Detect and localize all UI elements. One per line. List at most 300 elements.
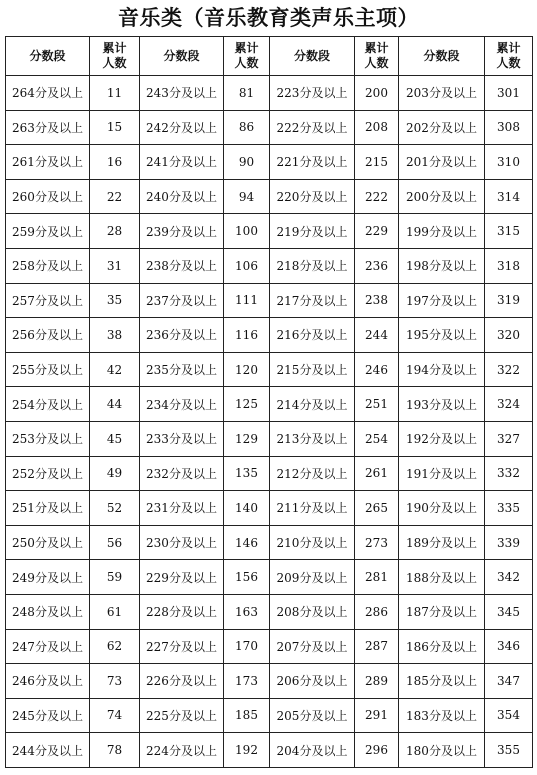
- score-suffix: 分及以上: [168, 293, 217, 308]
- score-range-cell: [6, 248, 90, 283]
- cumulative-count-cell: 28: [90, 214, 140, 249]
- score-suffix: 分及以上: [168, 120, 217, 135]
- cumulative-count-cell: 324: [485, 387, 533, 422]
- score-range-cell: [140, 421, 224, 456]
- score-suffix: 分及以上: [168, 224, 217, 239]
- table-row: [6, 421, 533, 456]
- score-suffix: 分及以上: [299, 570, 348, 585]
- score-range-cell: [140, 560, 224, 595]
- score-value: 197: [406, 293, 429, 308]
- score-value: 252: [12, 466, 35, 481]
- score-value: 244: [12, 743, 35, 758]
- score-value: 264: [12, 86, 35, 101]
- score-value: 221: [276, 155, 300, 170]
- score-suffix: 分及以上: [34, 501, 83, 516]
- score-range-cell: [270, 733, 355, 768]
- page-title: 音乐类（音乐教育类声乐主项）: [118, 6, 419, 30]
- score-value: 212: [276, 466, 300, 481]
- score-value: 225: [146, 708, 169, 723]
- score-range-cell: [399, 560, 485, 595]
- score-suffix: 分及以上: [34, 570, 83, 585]
- score-value: 186: [406, 639, 429, 654]
- score-range-cell: [270, 145, 355, 180]
- score-suffix: 分及以上: [428, 363, 477, 378]
- score-suffix: 分及以上: [34, 743, 83, 758]
- cumulative-count-cell: 31: [90, 248, 140, 283]
- table-row: [6, 733, 533, 768]
- cumulative-count-cell: 52: [90, 491, 140, 526]
- score-suffix: 分及以上: [34, 259, 83, 274]
- cumulative-count-cell: 42: [90, 352, 140, 387]
- cumulative-count-cell: 74: [90, 698, 140, 733]
- table-row: [6, 387, 533, 422]
- score-value: 259: [12, 224, 35, 239]
- cumulative-count-cell: 342: [485, 560, 533, 595]
- score-range-cell: [140, 318, 224, 353]
- score-value: 215: [276, 363, 300, 378]
- score-range-cell: [399, 421, 485, 456]
- score-value: 239: [146, 224, 169, 239]
- score-suffix: 分及以上: [34, 708, 83, 723]
- score-range-cell: [6, 664, 90, 699]
- score-range-cell: [140, 179, 224, 214]
- score-suffix: 分及以上: [34, 328, 83, 343]
- score-value: 246: [12, 674, 35, 689]
- score-suffix: 分及以上: [428, 501, 477, 516]
- table-row: [6, 76, 533, 111]
- table-row: [6, 629, 533, 664]
- score-value: 202: [406, 120, 429, 135]
- score-range-cell: [6, 594, 90, 629]
- cumulative-count-header-line2: 人数: [496, 56, 521, 70]
- cumulative-count-header-line1: 累计: [234, 41, 259, 55]
- score-range-cell: [140, 387, 224, 422]
- score-value: 255: [12, 363, 35, 378]
- score-value: 224: [146, 743, 169, 758]
- cumulative-count-cell: 185: [224, 698, 270, 733]
- score-range-cell: [399, 698, 485, 733]
- score-suffix: 分及以上: [428, 86, 477, 101]
- score-value: 213: [276, 432, 300, 447]
- score-range-header: 分数段: [140, 37, 224, 76]
- score-range-cell: [6, 352, 90, 387]
- cumulative-count-cell: 73: [90, 664, 140, 699]
- score-suffix: 分及以上: [299, 328, 348, 343]
- cumulative-count-cell: 238: [355, 283, 399, 318]
- score-range-cell: [6, 283, 90, 318]
- cumulative-count-cell: 49: [90, 456, 140, 491]
- score-suffix: 分及以上: [34, 190, 83, 205]
- cumulative-count-cell: 140: [224, 491, 270, 526]
- score-suffix: 分及以上: [299, 501, 348, 516]
- cumulative-count-cell: 22: [90, 179, 140, 214]
- score-value: 234: [146, 397, 169, 412]
- score-suffix: 分及以上: [34, 432, 83, 447]
- cumulative-count-cell: 45: [90, 421, 140, 456]
- score-value: 214: [276, 397, 300, 412]
- score-suffix: 分及以上: [428, 432, 477, 447]
- cumulative-count-cell: 90: [224, 145, 270, 180]
- cumulative-count-cell: 135: [224, 456, 270, 491]
- cumulative-count-cell: 318: [485, 248, 533, 283]
- score-range-cell: [270, 214, 355, 249]
- score-suffix: 分及以上: [299, 120, 348, 135]
- score-range-cell: [399, 318, 485, 353]
- score-value: 220: [276, 190, 300, 205]
- score-range-cell: [6, 733, 90, 768]
- score-value: 243: [146, 86, 169, 101]
- score-suffix: 分及以上: [428, 328, 477, 343]
- cumulative-count-cell: 296: [355, 733, 399, 768]
- cumulative-count-cell: 111: [224, 283, 270, 318]
- score-suffix: 分及以上: [299, 259, 348, 274]
- score-suffix: 分及以上: [34, 639, 83, 654]
- cumulative-count-header-line1: 累计: [496, 41, 521, 55]
- cumulative-count-cell: 173: [224, 664, 270, 699]
- cumulative-count-cell: 61: [90, 594, 140, 629]
- cumulative-count-cell: 192: [224, 733, 270, 768]
- score-value: 191: [406, 466, 429, 481]
- score-value: 260: [12, 190, 35, 205]
- score-suffix: 分及以上: [168, 259, 217, 274]
- score-suffix: 分及以上: [299, 708, 348, 723]
- score-suffix: 分及以上: [34, 674, 83, 689]
- score-suffix: 分及以上: [34, 155, 83, 170]
- cumulative-count-cell: 327: [485, 421, 533, 456]
- score-suffix: 分及以上: [299, 155, 348, 170]
- cumulative-count-cell: 315: [485, 214, 533, 249]
- score-value: 228: [146, 605, 169, 620]
- score-suffix: 分及以上: [34, 363, 83, 378]
- score-range-cell: [6, 629, 90, 664]
- score-value: 198: [406, 259, 429, 274]
- score-range-cell: [270, 318, 355, 353]
- score-suffix: 分及以上: [428, 259, 477, 274]
- cumulative-count-cell: 129: [224, 421, 270, 456]
- score-suffix: 分及以上: [168, 328, 217, 343]
- table-row: [6, 560, 533, 595]
- score-range-cell: [399, 179, 485, 214]
- score-value: 195: [406, 328, 429, 343]
- cumulative-count-cell: 322: [485, 352, 533, 387]
- cumulative-count-cell: 345: [485, 594, 533, 629]
- score-range-cell: [140, 145, 224, 180]
- score-value: 261: [12, 155, 35, 170]
- score-value: 236: [146, 328, 169, 343]
- cumulative-count-cell: 44: [90, 387, 140, 422]
- score-value: 253: [12, 432, 35, 447]
- cumulative-count-cell: 301: [485, 76, 533, 111]
- score-suffix: 分及以上: [299, 293, 348, 308]
- table-row: [6, 664, 533, 699]
- score-range-cell: [270, 110, 355, 145]
- cumulative-count-cell: 246: [355, 352, 399, 387]
- score-range-cell: [270, 525, 355, 560]
- score-range-cell: [140, 664, 224, 699]
- score-value: 180: [406, 743, 429, 758]
- table-row: [6, 214, 533, 249]
- cumulative-count-cell: 236: [355, 248, 399, 283]
- score-range-cell: [140, 214, 224, 249]
- score-suffix: 分及以上: [168, 86, 217, 101]
- cumulative-count-cell: 146: [224, 525, 270, 560]
- score-range-header: 分数段: [399, 37, 485, 76]
- cumulative-count-cell: 314: [485, 179, 533, 214]
- score-value: 222: [276, 120, 300, 135]
- cumulative-count-cell: 56: [90, 525, 140, 560]
- score-range-cell: [6, 491, 90, 526]
- score-value: 249: [12, 570, 35, 585]
- score-suffix: 分及以上: [168, 190, 217, 205]
- score-range-cell: [399, 248, 485, 283]
- score-range-cell: [140, 698, 224, 733]
- cumulative-count-cell: 11: [90, 76, 140, 111]
- score-value: 230: [146, 536, 169, 551]
- score-suffix: 分及以上: [34, 466, 83, 481]
- score-value: 258: [12, 259, 35, 274]
- score-value: 250: [12, 536, 35, 551]
- cumulative-count-cell: 94: [224, 179, 270, 214]
- table-row: [6, 352, 533, 387]
- score-value: 254: [12, 397, 35, 412]
- score-value: 233: [146, 432, 169, 447]
- score-suffix: 分及以上: [34, 397, 83, 412]
- score-suffix: 分及以上: [168, 501, 217, 516]
- score-suffix: 分及以上: [428, 570, 477, 585]
- score-suffix: 分及以上: [428, 639, 477, 654]
- score-suffix: 分及以上: [428, 155, 477, 170]
- header-row: [6, 37, 533, 76]
- cumulative-count-cell: 347: [485, 664, 533, 699]
- score-suffix: 分及以上: [428, 190, 477, 205]
- table-row: [6, 525, 533, 560]
- score-range-cell: [270, 491, 355, 526]
- table-row: [6, 110, 533, 145]
- cumulative-count-header-line2: 人数: [364, 56, 389, 70]
- score-range-cell: [6, 560, 90, 595]
- score-range-cell: [399, 214, 485, 249]
- score-range-header: 分数段: [6, 37, 90, 76]
- score-range-cell: [270, 664, 355, 699]
- score-range-cell: [399, 594, 485, 629]
- score-range-cell: [270, 179, 355, 214]
- score-suffix: 分及以上: [168, 363, 217, 378]
- score-value: 219: [276, 224, 300, 239]
- cumulative-count-header: [224, 37, 270, 76]
- score-range-cell: [6, 145, 90, 180]
- cumulative-count-cell: 291: [355, 698, 399, 733]
- score-value: 205: [276, 708, 300, 723]
- table-row: [6, 491, 533, 526]
- cumulative-count-cell: 273: [355, 525, 399, 560]
- cumulative-count-header-line1: 累计: [364, 41, 389, 55]
- cumulative-count-cell: 229: [355, 214, 399, 249]
- score-value: 235: [146, 363, 169, 378]
- score-suffix: 分及以上: [428, 293, 477, 308]
- cumulative-count-header: [485, 37, 533, 76]
- score-suffix: 分及以上: [299, 86, 348, 101]
- score-suffix: 分及以上: [428, 605, 477, 620]
- score-value: 263: [12, 120, 35, 135]
- score-suffix: 分及以上: [34, 605, 83, 620]
- score-range-cell: [6, 318, 90, 353]
- score-value: 190: [406, 501, 429, 516]
- score-suffix: 分及以上: [168, 743, 217, 758]
- score-range-cell: [6, 456, 90, 491]
- score-range-cell: [270, 421, 355, 456]
- cumulative-count-cell: 116: [224, 318, 270, 353]
- score-value: 206: [276, 674, 300, 689]
- score-value: 242: [146, 120, 169, 135]
- score-value: 188: [406, 570, 429, 585]
- table-row: [6, 318, 533, 353]
- score-range-cell: [140, 594, 224, 629]
- cumulative-count-cell: 170: [224, 629, 270, 664]
- score-range-cell: [399, 283, 485, 318]
- score-range-cell: [270, 456, 355, 491]
- score-range-cell: [270, 76, 355, 111]
- score-value: 201: [406, 155, 429, 170]
- score-suffix: 分及以上: [299, 432, 348, 447]
- cumulative-count-cell: 38: [90, 318, 140, 353]
- score-suffix: 分及以上: [299, 605, 348, 620]
- score-value: 185: [406, 674, 429, 689]
- cumulative-count-cell: 125: [224, 387, 270, 422]
- cumulative-count-cell: 308: [485, 110, 533, 145]
- score-range-cell: [270, 629, 355, 664]
- score-range-cell: [140, 352, 224, 387]
- score-value: 231: [146, 501, 169, 516]
- score-value: 247: [12, 639, 35, 654]
- score-suffix: 分及以上: [428, 674, 477, 689]
- score-value: 226: [146, 674, 169, 689]
- score-suffix: 分及以上: [168, 466, 217, 481]
- table-row: [6, 594, 533, 629]
- cumulative-count-cell: 244: [355, 318, 399, 353]
- score-suffix: 分及以上: [428, 708, 477, 723]
- cumulative-count-cell: 120: [224, 352, 270, 387]
- score-suffix: 分及以上: [34, 86, 83, 101]
- cumulative-count-cell: 35: [90, 283, 140, 318]
- score-suffix: 分及以上: [168, 397, 217, 412]
- cumulative-count-cell: 335: [485, 491, 533, 526]
- cumulative-count-cell: 355: [485, 733, 533, 768]
- score-value: 199: [406, 224, 429, 239]
- score-range-cell: [399, 525, 485, 560]
- score-suffix: 分及以上: [428, 466, 477, 481]
- score-suffix: 分及以上: [428, 397, 477, 412]
- score-value: 229: [146, 570, 169, 585]
- score-value: 251: [12, 501, 35, 516]
- cumulative-count-cell: 78: [90, 733, 140, 768]
- score-value: 237: [146, 293, 169, 308]
- score-suffix: 分及以上: [168, 432, 217, 447]
- score-range-cell: [140, 456, 224, 491]
- table-row: [6, 456, 533, 491]
- score-range-cell: [6, 525, 90, 560]
- score-value: 200: [406, 190, 429, 205]
- score-suffix: 分及以上: [34, 536, 83, 551]
- score-value: 245: [12, 708, 35, 723]
- cumulative-count-cell: 215: [355, 145, 399, 180]
- score-range-cell: [399, 110, 485, 145]
- score-value: 211: [276, 501, 300, 516]
- score-suffix: 分及以上: [299, 224, 348, 239]
- score-value: 257: [12, 293, 35, 308]
- score-range-cell: [270, 560, 355, 595]
- cumulative-count-header: [90, 37, 140, 76]
- score-range-cell: [399, 664, 485, 699]
- score-suffix: 分及以上: [299, 466, 348, 481]
- cumulative-count-header-line2: 人数: [234, 56, 259, 70]
- score-range-cell: [140, 525, 224, 560]
- score-range-cell: [140, 283, 224, 318]
- score-value: 217: [276, 293, 300, 308]
- cumulative-count-cell: 156: [224, 560, 270, 595]
- cumulative-count-cell: 354: [485, 698, 533, 733]
- score-value: 187: [406, 605, 429, 620]
- cumulative-count-header: [355, 37, 399, 76]
- score-range-cell: [399, 76, 485, 111]
- score-range-cell: [6, 110, 90, 145]
- score-value: 241: [146, 155, 169, 170]
- score-range-cell: [6, 387, 90, 422]
- score-range-cell: [270, 283, 355, 318]
- cumulative-count-cell: 106: [224, 248, 270, 283]
- score-value: 208: [276, 605, 300, 620]
- score-range-cell: [6, 421, 90, 456]
- score-range-cell: [399, 456, 485, 491]
- score-value: 238: [146, 259, 169, 274]
- score-value: 204: [276, 743, 300, 758]
- score-range-cell: [399, 387, 485, 422]
- score-suffix: 分及以上: [168, 155, 217, 170]
- score-range-cell: [399, 629, 485, 664]
- cumulative-count-cell: 100: [224, 214, 270, 249]
- score-value: 194: [406, 363, 429, 378]
- score-suffix: 分及以上: [168, 536, 217, 551]
- cumulative-count-cell: 286: [355, 594, 399, 629]
- cumulative-count-cell: 16: [90, 145, 140, 180]
- cumulative-count-cell: 86: [224, 110, 270, 145]
- cumulative-count-header-line2: 人数: [102, 56, 127, 70]
- score-suffix: 分及以上: [168, 570, 217, 585]
- cumulative-count-header-line1: 累计: [102, 41, 127, 55]
- score-suffix: 分及以上: [34, 120, 83, 135]
- score-range-cell: [140, 491, 224, 526]
- cumulative-count-cell: 163: [224, 594, 270, 629]
- score-value: 232: [146, 466, 169, 481]
- table-row: [6, 283, 533, 318]
- cumulative-count-cell: 261: [355, 456, 399, 491]
- score-suffix: 分及以上: [299, 639, 348, 654]
- score-suffix: 分及以上: [168, 605, 217, 620]
- score-range-cell: [140, 110, 224, 145]
- score-suffix: 分及以上: [428, 120, 477, 135]
- score-suffix: 分及以上: [299, 674, 348, 689]
- score-value: 218: [276, 259, 300, 274]
- score-suffix: 分及以上: [299, 397, 348, 412]
- cumulative-count-cell: 346: [485, 629, 533, 664]
- score-range-cell: [399, 145, 485, 180]
- score-value: 223: [276, 86, 300, 101]
- score-value: 203: [406, 86, 429, 101]
- score-suffix: 分及以上: [168, 708, 217, 723]
- cumulative-count-cell: 310: [485, 145, 533, 180]
- score-range-cell: [140, 629, 224, 664]
- score-range-cell: [270, 248, 355, 283]
- cumulative-count-cell: 332: [485, 456, 533, 491]
